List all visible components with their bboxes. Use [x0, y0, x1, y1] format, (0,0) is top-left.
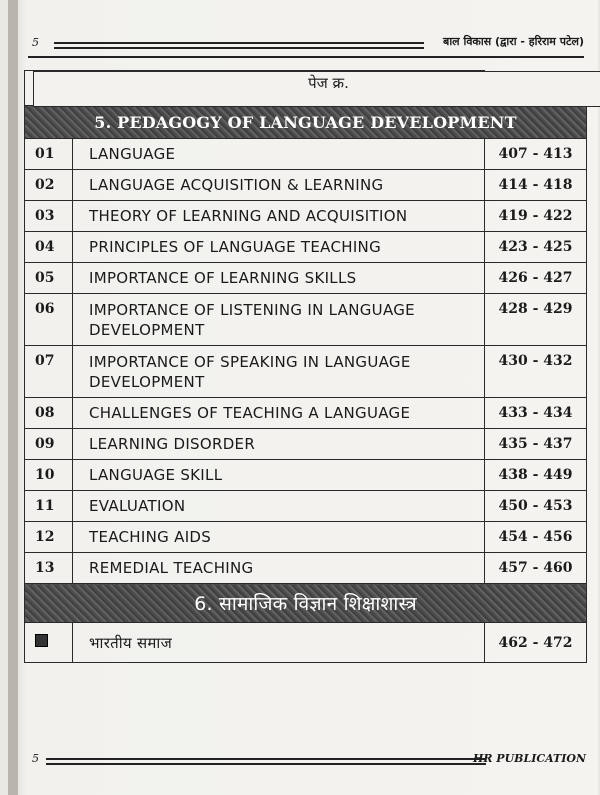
- contents-table: [24, 70, 587, 663]
- row-title: IMPORTANCE OF SPEAKING IN LANGUAGE DEVELOPMENT: [73, 346, 485, 398]
- row-pages: 423 - 425: [485, 232, 587, 263]
- publisher-name: HR PUBLICATION: [472, 752, 586, 765]
- table-row: [25, 201, 587, 232]
- row-number: 12: [25, 522, 73, 553]
- table-row: [25, 398, 587, 429]
- row-pages: 450 - 453: [485, 491, 587, 522]
- row-pages: 426 - 427: [485, 263, 587, 294]
- header-rule-top: [54, 42, 424, 44]
- table-row: [25, 460, 587, 491]
- table-row: [25, 623, 587, 663]
- page-footer: [28, 752, 586, 772]
- table-row: [25, 232, 587, 263]
- table-row: [25, 139, 587, 170]
- row-number: 11: [25, 491, 73, 522]
- row-pages: 454 - 456: [485, 522, 587, 553]
- footer-rule-bottom: [46, 763, 486, 765]
- row-title: REMEDIAL TEACHING: [73, 553, 485, 584]
- table-row: [25, 553, 587, 584]
- section-heading-6: 6. सामाजिक विज्ञान शिक्षाशास्त्र: [25, 584, 587, 623]
- row-title: LEARNING DISORDER: [73, 429, 485, 460]
- row-pages: 428 - 429: [485, 294, 587, 346]
- row-title: भारतीय समाज: [73, 623, 485, 663]
- footer-rule-top: [46, 758, 486, 760]
- row-number: 07: [25, 346, 73, 398]
- table-row: [25, 491, 587, 522]
- row-number: 08: [25, 398, 73, 429]
- row-pages: 435 - 437: [485, 429, 587, 460]
- square-bullet-icon: [35, 634, 48, 647]
- row-pages: 433 - 434: [485, 398, 587, 429]
- table-row: [25, 429, 587, 460]
- header-underline: [28, 56, 584, 58]
- row-number: 06: [25, 294, 73, 346]
- row-title: IMPORTANCE OF LISTENING IN LANGUAGE DEVELOPMENT: [73, 294, 485, 346]
- table-row: [25, 294, 587, 346]
- row-pages: 462 - 472: [485, 623, 587, 663]
- row-title: LANGUAGE ACQUISITION & LEARNING: [73, 170, 485, 201]
- row-pages: 414 - 418: [485, 170, 587, 201]
- book-spine: [8, 0, 18, 795]
- row-bullet: [25, 623, 73, 663]
- row-pages: 419 - 422: [485, 201, 587, 232]
- row-title: THEORY OF LEARNING AND ACQUISITION: [73, 201, 485, 232]
- row-title: PRINCIPLES OF LANGUAGE TEACHING: [73, 232, 485, 263]
- column-header-page: पेज क्र.: [33, 71, 600, 107]
- section-heading-5: 5. PEDAGOGY OF LANGUAGE DEVELOPMENT: [25, 106, 587, 139]
- row-pages: 438 - 449: [485, 460, 587, 491]
- header-rule-bottom: [54, 47, 424, 49]
- row-pages: 430 - 432: [485, 346, 587, 398]
- footer-page-number: 5: [32, 752, 39, 765]
- row-number: 03: [25, 201, 73, 232]
- row-number: 04: [25, 232, 73, 263]
- row-title: IMPORTANCE OF LEARNING SKILLS: [73, 263, 485, 294]
- table-row: [25, 346, 587, 398]
- row-number: 09: [25, 429, 73, 460]
- table-row: [25, 170, 587, 201]
- row-pages: 457 - 460: [485, 553, 587, 584]
- book-page: [8, 0, 598, 795]
- table-row: [25, 522, 587, 553]
- row-title: CHALLENGES OF TEACHING A LANGUAGE: [73, 398, 485, 429]
- row-title: LANGUAGE SKILL: [73, 460, 485, 491]
- table-row: [25, 263, 587, 294]
- row-number: 01: [25, 139, 73, 170]
- row-number: 13: [25, 553, 73, 584]
- row-number: 05: [25, 263, 73, 294]
- header-page-number: 5: [32, 36, 39, 49]
- header-title: बाल विकास (द्वारा - हरिराम पटेल): [443, 35, 584, 48]
- row-title: EVALUATION: [73, 491, 485, 522]
- row-title: TEACHING AIDS: [73, 522, 485, 553]
- row-title: LANGUAGE: [73, 139, 485, 170]
- row-number: 10: [25, 460, 73, 491]
- row-pages: 407 - 413: [485, 139, 587, 170]
- page-header: [28, 34, 584, 56]
- row-number: 02: [25, 170, 73, 201]
